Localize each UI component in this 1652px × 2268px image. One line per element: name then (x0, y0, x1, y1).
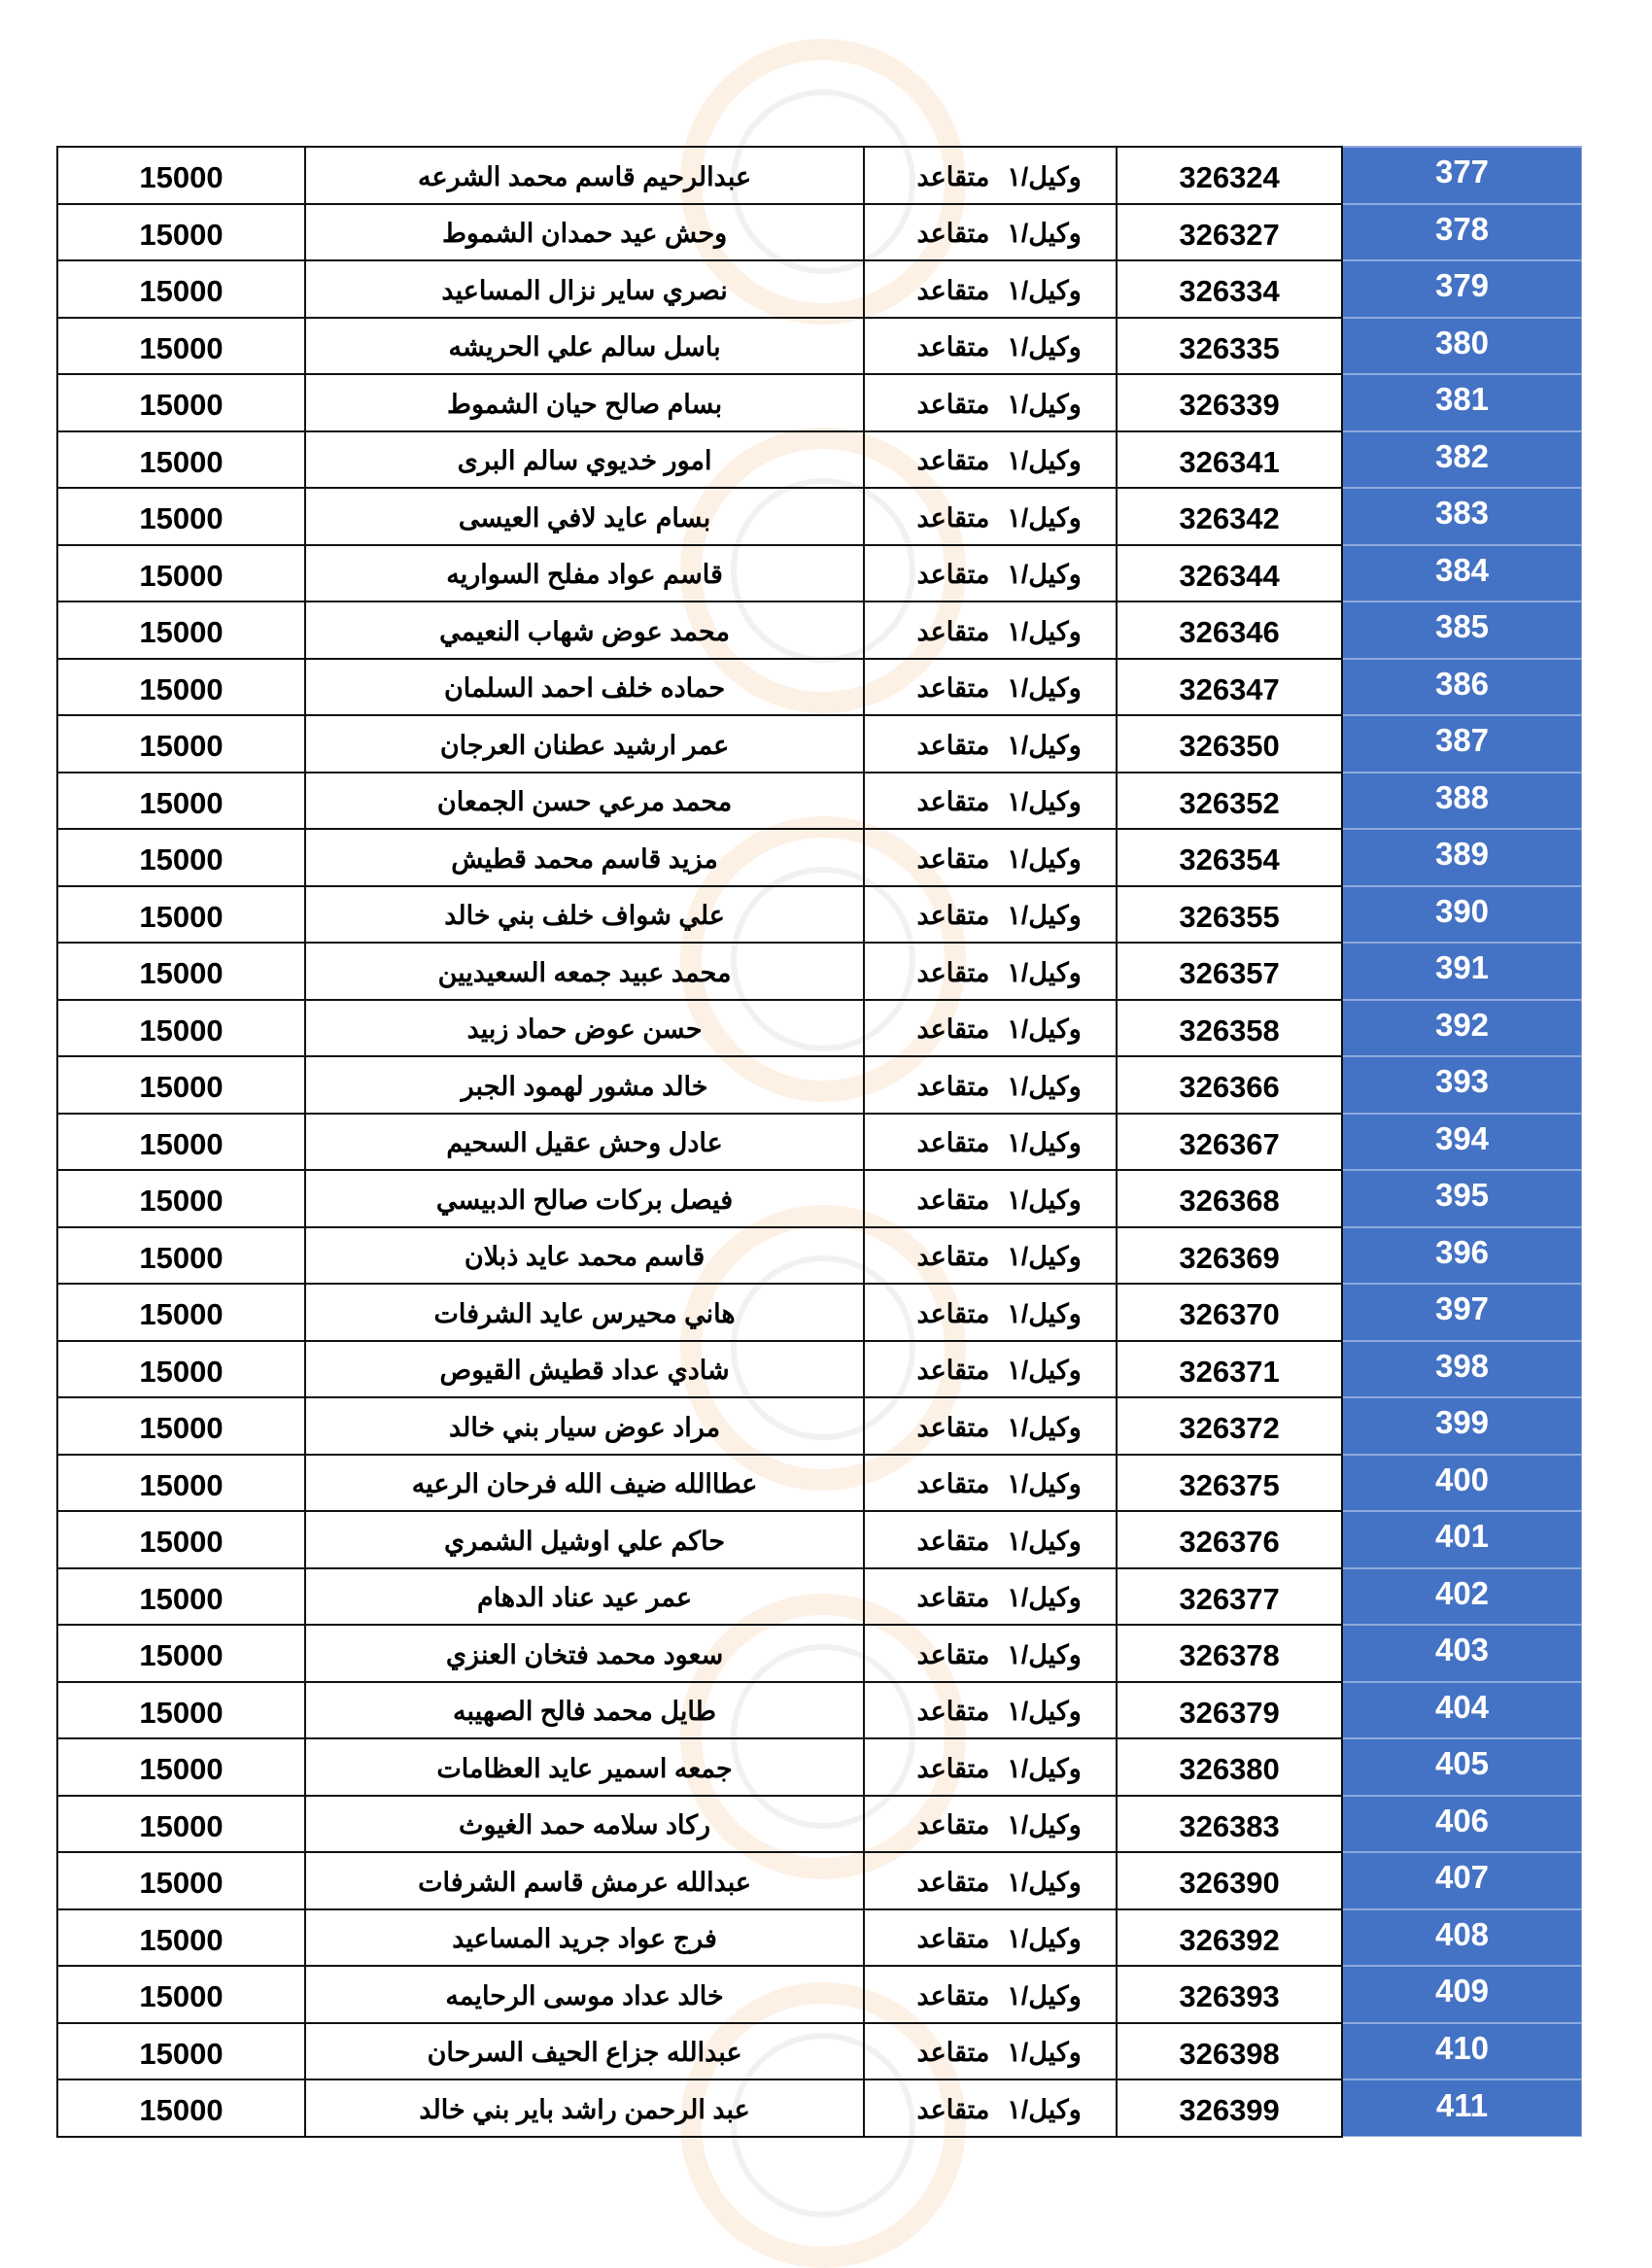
sequence-cell: 379 (1342, 260, 1581, 318)
status-text: متقاعد (916, 2038, 990, 2068)
table-row (57, 715, 1582, 773)
status-text: متقاعد (916, 1810, 990, 1840)
sequence-cell: 380 (1342, 318, 1581, 375)
table-row (57, 1682, 1582, 1739)
rank-text: وكيل/١ (1007, 843, 1082, 874)
status-text: متقاعد (916, 1071, 990, 1101)
rank-status-cell (864, 545, 1117, 602)
rank-status-cell (864, 488, 1117, 545)
name-cell: عبد الرحمن راشد باير بني خالد (305, 2079, 864, 2137)
sequence-cell: 383 (1342, 488, 1581, 545)
sequence-cell: 410 (1342, 2023, 1581, 2080)
amount-cell: 15000 (57, 1284, 305, 1341)
sequence-cell: 407 (1342, 1852, 1581, 1909)
rank-status-cell (864, 2079, 1117, 2137)
rank-text: وكيل/١ (1007, 1697, 1082, 1727)
rank-status-cell (864, 1227, 1117, 1285)
sequence-cell: 406 (1342, 1796, 1581, 1853)
id-cell: 326376 (1117, 1511, 1342, 1568)
amount-cell: 15000 (57, 773, 305, 830)
status-text: متقاعد (916, 1356, 990, 1386)
status-text: متقاعد (916, 389, 990, 419)
name-cell: وحش عيد حمدان الشموط (305, 204, 864, 261)
sequence-cell: 387 (1342, 715, 1581, 773)
status-text: متقاعد (916, 1298, 990, 1328)
rank-status-cell (864, 829, 1117, 886)
sequence-cell: 396 (1342, 1227, 1581, 1285)
sequence-cell: 408 (1342, 1909, 1581, 1967)
status-text: متقاعد (916, 1583, 990, 1613)
rank-status-cell (864, 1341, 1117, 1398)
amount-cell: 15000 (57, 1682, 305, 1739)
id-cell: 326375 (1117, 1455, 1342, 1512)
amount-cell: 15000 (57, 1796, 305, 1853)
sequence-cell: 382 (1342, 431, 1581, 489)
id-cell: 326377 (1117, 1568, 1342, 1626)
rank-text: وكيل/١ (1007, 1014, 1082, 1045)
name-cell: بسام صالح حيان الشموط (305, 374, 864, 431)
rank-status-cell (864, 1397, 1117, 1455)
sequence-cell: 397 (1342, 1284, 1581, 1341)
amount-cell: 15000 (57, 488, 305, 545)
rank-status-cell (864, 1966, 1117, 2023)
sequence-cell: 404 (1342, 1682, 1581, 1739)
name-cell: عبدالله جزاع الحيف السرحان (305, 2023, 864, 2080)
id-cell: 326390 (1117, 1852, 1342, 1909)
id-cell: 326369 (1117, 1227, 1342, 1285)
table-row (57, 147, 1582, 204)
sequence-cell: 399 (1342, 1397, 1581, 1455)
status-text: متقاعد (916, 275, 990, 305)
table-row (57, 601, 1582, 659)
table-row (57, 204, 1582, 261)
table-row (57, 488, 1582, 545)
sequence-cell: 377 (1342, 147, 1581, 204)
sequence-cell: 400 (1342, 1455, 1581, 1512)
status-text: متقاعد (916, 1469, 990, 1499)
name-cell: بسام عايد لافي العيسى (305, 488, 864, 545)
table-row (57, 1284, 1582, 1341)
rank-status-cell (864, 1682, 1117, 1739)
table-row (57, 1114, 1582, 1171)
status-text: متقاعد (916, 1697, 990, 1727)
amount-cell: 15000 (57, 1341, 305, 1398)
name-cell: حسن عوض حماد زبيد (305, 1000, 864, 1057)
table-row (57, 1966, 1582, 2023)
id-cell: 326335 (1117, 318, 1342, 375)
rank-text: وكيل/١ (1007, 1298, 1082, 1328)
id-cell: 326342 (1117, 488, 1342, 545)
sequence-cell: 384 (1342, 545, 1581, 602)
rank-status-cell (864, 1455, 1117, 1512)
name-cell: هاني محيرس عايد الشرفات (305, 1284, 864, 1341)
status-text: متقاعد (916, 1639, 990, 1669)
name-cell: عبدالرحيم قاسم محمد الشرعه (305, 147, 864, 204)
rank-status-cell (864, 1170, 1117, 1227)
id-cell: 326341 (1117, 431, 1342, 489)
table-row (57, 1796, 1582, 1853)
rank-text: وكيل/١ (1007, 446, 1082, 476)
name-cell: قاسم محمد عايد ذبلان (305, 1227, 864, 1285)
rank-text: وكيل/١ (1007, 2094, 1082, 2124)
amount-cell: 15000 (57, 545, 305, 602)
rank-status-cell (864, 886, 1117, 944)
table-row (57, 260, 1582, 318)
rank-status-cell (864, 1738, 1117, 1796)
name-cell: حاكم علي اوشيل الشمري (305, 1511, 864, 1568)
status-text: متقاعد (916, 1412, 990, 1442)
status-text: متقاعد (916, 1014, 990, 1045)
id-cell: 326372 (1117, 1397, 1342, 1455)
table-row (57, 1000, 1582, 1057)
rank-text: وكيل/١ (1007, 1469, 1082, 1499)
amount-cell: 15000 (57, 260, 305, 318)
table-row (57, 1397, 1582, 1455)
amount-cell: 15000 (57, 829, 305, 886)
id-cell: 326339 (1117, 374, 1342, 431)
table-row (57, 829, 1582, 886)
name-cell: مزيد قاسم محمد قطيش (305, 829, 864, 886)
table-row (57, 1511, 1582, 1568)
table-row (57, 318, 1582, 375)
rank-status-cell (864, 773, 1117, 830)
rank-status-cell (864, 1511, 1117, 1568)
amount-cell: 15000 (57, 1114, 305, 1171)
name-cell: عطاالله ضيف الله فرحان الرعيه (305, 1455, 864, 1512)
amount-cell: 15000 (57, 1511, 305, 1568)
rank-status-cell (864, 943, 1117, 1000)
name-cell: ركاد سلامه حمد الغيوث (305, 1796, 864, 1853)
table-row (57, 1056, 1582, 1114)
table-row (57, 2079, 1582, 2137)
id-cell: 326366 (1117, 1056, 1342, 1114)
rank-status-cell (864, 204, 1117, 261)
id-cell: 326327 (1117, 204, 1342, 261)
rank-text: وكيل/١ (1007, 730, 1082, 760)
name-cell: جمعه اسمير عايد العظامات (305, 1738, 864, 1796)
sequence-cell: 405 (1342, 1738, 1581, 1796)
table-row (57, 659, 1582, 716)
id-cell: 326346 (1117, 601, 1342, 659)
status-text: متقاعد (916, 161, 990, 191)
sequence-cell: 390 (1342, 886, 1581, 944)
name-cell: امور خديوي سالم البرى (305, 431, 864, 489)
amount-cell: 15000 (57, 1852, 305, 1909)
id-cell: 326324 (1117, 147, 1342, 204)
name-cell: خالد عداد موسى الرحايمه (305, 1966, 864, 2023)
id-cell: 326398 (1117, 2023, 1342, 2080)
rank-text: وكيل/١ (1007, 1071, 1082, 1101)
sequence-cell: 401 (1342, 1511, 1581, 1568)
rank-status-cell (864, 1909, 1117, 1967)
table-row (57, 773, 1582, 830)
amount-cell: 15000 (57, 2023, 305, 2080)
rank-status-cell (864, 1114, 1117, 1171)
rank-text: وكيل/١ (1007, 1583, 1082, 1613)
sequence-cell: 388 (1342, 773, 1581, 830)
status-text: متقاعد (916, 219, 990, 249)
amount-cell: 15000 (57, 431, 305, 489)
sequence-cell: 381 (1342, 374, 1581, 431)
id-cell: 326367 (1117, 1114, 1342, 1171)
rank-text: وكيل/١ (1007, 332, 1082, 362)
sequence-cell: 394 (1342, 1114, 1581, 1171)
amount-cell: 15000 (57, 1397, 305, 1455)
name-cell: محمد مرعي حسن الجمعان (305, 773, 864, 830)
status-text: متقاعد (916, 787, 990, 817)
amount-cell: 15000 (57, 715, 305, 773)
id-cell: 326399 (1117, 2079, 1342, 2137)
id-cell: 326354 (1117, 829, 1342, 886)
table-row (57, 1227, 1582, 1285)
table-row (57, 943, 1582, 1000)
status-text: متقاعد (916, 2094, 990, 2124)
amount-cell: 15000 (57, 147, 305, 204)
name-cell: عادل وحش عقيل السحيم (305, 1114, 864, 1171)
sequence-cell: 386 (1342, 659, 1581, 716)
rank-status-cell (864, 318, 1117, 375)
amount-cell: 15000 (57, 1056, 305, 1114)
table-row (57, 1568, 1582, 1626)
rank-text: وكيل/١ (1007, 1242, 1082, 1272)
status-text: متقاعد (916, 901, 990, 931)
rank-text: وكيل/١ (1007, 1356, 1082, 1386)
id-cell: 326355 (1117, 886, 1342, 944)
rank-text: وكيل/١ (1007, 1980, 1082, 2010)
name-cell: فرج عواد جريد المساعيد (305, 1909, 864, 1967)
rank-status-cell (864, 374, 1117, 431)
name-cell: خالد مشور لهمود الجبر (305, 1056, 864, 1114)
id-cell: 326344 (1117, 545, 1342, 602)
rank-status-cell (864, 601, 1117, 659)
amount-cell: 15000 (57, 943, 305, 1000)
rank-status-cell (864, 2023, 1117, 2080)
table-row (57, 374, 1582, 431)
id-cell: 326383 (1117, 1796, 1342, 1853)
id-cell: 326350 (1117, 715, 1342, 773)
rank-text: وكيل/١ (1007, 673, 1082, 704)
rank-status-cell (864, 1568, 1117, 1626)
status-text: متقاعد (916, 1924, 990, 1954)
rank-text: وكيل/١ (1007, 616, 1082, 646)
amount-cell: 15000 (57, 318, 305, 375)
name-cell: علي شواف خلف بني خالد (305, 886, 864, 944)
sequence-cell: 385 (1342, 601, 1581, 659)
rank-status-cell (864, 1852, 1117, 1909)
amount-cell: 15000 (57, 1966, 305, 2023)
amount-cell: 15000 (57, 886, 305, 944)
sequence-cell: 411 (1342, 2079, 1581, 2137)
amount-cell: 15000 (57, 601, 305, 659)
rank-status-cell (864, 260, 1117, 318)
rank-text: وكيل/١ (1007, 1810, 1082, 1840)
name-cell: عمر ارشيد عطنان العرجان (305, 715, 864, 773)
beneficiaries-table (56, 146, 1582, 2138)
name-cell: محمد عبيد جمعه السعيديين (305, 943, 864, 1000)
sequence-cell: 395 (1342, 1170, 1581, 1227)
id-cell: 326347 (1117, 659, 1342, 716)
name-cell: قاسم عواد مفلح السواريه (305, 545, 864, 602)
status-text: متقاعد (916, 332, 990, 362)
amount-cell: 15000 (57, 1170, 305, 1227)
name-cell: مراد عوض سيار بني خالد (305, 1397, 864, 1455)
rank-text: وكيل/١ (1007, 502, 1082, 533)
id-cell: 326393 (1117, 1966, 1342, 2023)
sequence-cell: 391 (1342, 943, 1581, 1000)
id-cell: 326378 (1117, 1625, 1342, 1682)
table-row (57, 1625, 1582, 1682)
rank-text: وكيل/١ (1007, 1185, 1082, 1215)
rank-text: وكيل/١ (1007, 1753, 1082, 1783)
name-cell: فيصل بركات صالح الدبيسي (305, 1170, 864, 1227)
status-text: متقاعد (916, 843, 990, 874)
status-text: متقاعد (916, 1867, 990, 1897)
rank-status-cell (864, 1056, 1117, 1114)
name-cell: نصري ساير نزال المساعيد (305, 260, 864, 318)
id-cell: 326370 (1117, 1284, 1342, 1341)
rank-text: وكيل/١ (1007, 787, 1082, 817)
table-row (57, 1738, 1582, 1796)
amount-cell: 15000 (57, 1455, 305, 1512)
table-row (57, 886, 1582, 944)
status-text: متقاعد (916, 730, 990, 760)
sequence-cell: 402 (1342, 1568, 1581, 1626)
sequence-cell: 389 (1342, 829, 1581, 886)
id-cell: 326368 (1117, 1170, 1342, 1227)
sequence-cell: 392 (1342, 1000, 1581, 1057)
name-cell: سعود محمد فتخان العنزي (305, 1625, 864, 1682)
rank-status-cell (864, 1796, 1117, 1853)
rank-text: وكيل/١ (1007, 389, 1082, 419)
amount-cell: 15000 (57, 374, 305, 431)
status-text: متقاعد (916, 1242, 990, 1272)
status-text: متقاعد (916, 502, 990, 533)
table-row (57, 2023, 1582, 2080)
status-text: متقاعد (916, 957, 990, 987)
name-cell: عبدالله عرمش قاسم الشرفات (305, 1852, 864, 1909)
table-row (57, 1455, 1582, 1512)
rank-text: وكيل/١ (1007, 275, 1082, 305)
table-row (57, 545, 1582, 602)
status-text: متقاعد (916, 1185, 990, 1215)
amount-cell: 15000 (57, 1625, 305, 1682)
sequence-cell: 378 (1342, 204, 1581, 261)
rank-text: وكيل/١ (1007, 1924, 1082, 1954)
rank-text: وكيل/١ (1007, 1867, 1082, 1897)
amount-cell: 15000 (57, 1000, 305, 1057)
amount-cell: 15000 (57, 1909, 305, 1967)
table-row (57, 1909, 1582, 1967)
sequence-cell: 393 (1342, 1056, 1581, 1114)
name-cell: عمر عيد عناد الدهام (305, 1568, 864, 1626)
id-cell: 326380 (1117, 1738, 1342, 1796)
status-text: متقاعد (916, 673, 990, 704)
rank-text: وكيل/١ (1007, 560, 1082, 590)
rank-text: وكيل/١ (1007, 1526, 1082, 1556)
table-row (57, 1852, 1582, 1909)
rank-status-cell (864, 715, 1117, 773)
amount-cell: 15000 (57, 1738, 305, 1796)
status-text: متقاعد (916, 560, 990, 590)
rank-status-cell (864, 1000, 1117, 1057)
id-cell: 326357 (1117, 943, 1342, 1000)
status-text: متقاعد (916, 1128, 990, 1158)
id-cell: 326379 (1117, 1682, 1342, 1739)
status-text: متقاعد (916, 1980, 990, 2010)
sequence-cell: 398 (1342, 1341, 1581, 1398)
rank-status-cell (864, 1625, 1117, 1682)
table-row (57, 431, 1582, 489)
name-cell: حماده خلف احمد السلمان (305, 659, 864, 716)
status-text: متقاعد (916, 446, 990, 476)
rank-text: وكيل/١ (1007, 219, 1082, 249)
sequence-cell: 403 (1342, 1625, 1581, 1682)
rank-text: وكيل/١ (1007, 161, 1082, 191)
table-row (57, 1341, 1582, 1398)
rank-text: وكيل/١ (1007, 957, 1082, 987)
amount-cell: 15000 (57, 1568, 305, 1626)
status-text: متقاعد (916, 1753, 990, 1783)
amount-cell: 15000 (57, 659, 305, 716)
rank-status-cell (864, 659, 1117, 716)
rank-text: وكيل/١ (1007, 1412, 1082, 1442)
id-cell: 326392 (1117, 1909, 1342, 1967)
name-cell: محمد عوض شهاب النعيمي (305, 601, 864, 659)
rank-text: وكيل/١ (1007, 901, 1082, 931)
sequence-cell: 409 (1342, 1966, 1581, 2023)
amount-cell: 15000 (57, 1227, 305, 1285)
table-row (57, 1170, 1582, 1227)
name-cell: طايل محمد فالح الصهيبه (305, 1682, 864, 1739)
rank-status-cell (864, 147, 1117, 204)
status-text: متقاعد (916, 616, 990, 646)
rank-text: وكيل/١ (1007, 2038, 1082, 2068)
id-cell: 326334 (1117, 260, 1342, 318)
amount-cell: 15000 (57, 204, 305, 261)
name-cell: باسل سالم علي الحريشه (305, 318, 864, 375)
rank-text: وكيل/١ (1007, 1639, 1082, 1669)
amount-cell: 15000 (57, 2079, 305, 2137)
id-cell: 326352 (1117, 773, 1342, 830)
name-cell: شادي عداد قطيش القيوص (305, 1341, 864, 1398)
rank-status-cell (864, 431, 1117, 489)
id-cell: 326371 (1117, 1341, 1342, 1398)
id-cell: 326358 (1117, 1000, 1342, 1057)
rank-status-cell (864, 1284, 1117, 1341)
rank-text: وكيل/١ (1007, 1128, 1082, 1158)
status-text: متقاعد (916, 1526, 990, 1556)
